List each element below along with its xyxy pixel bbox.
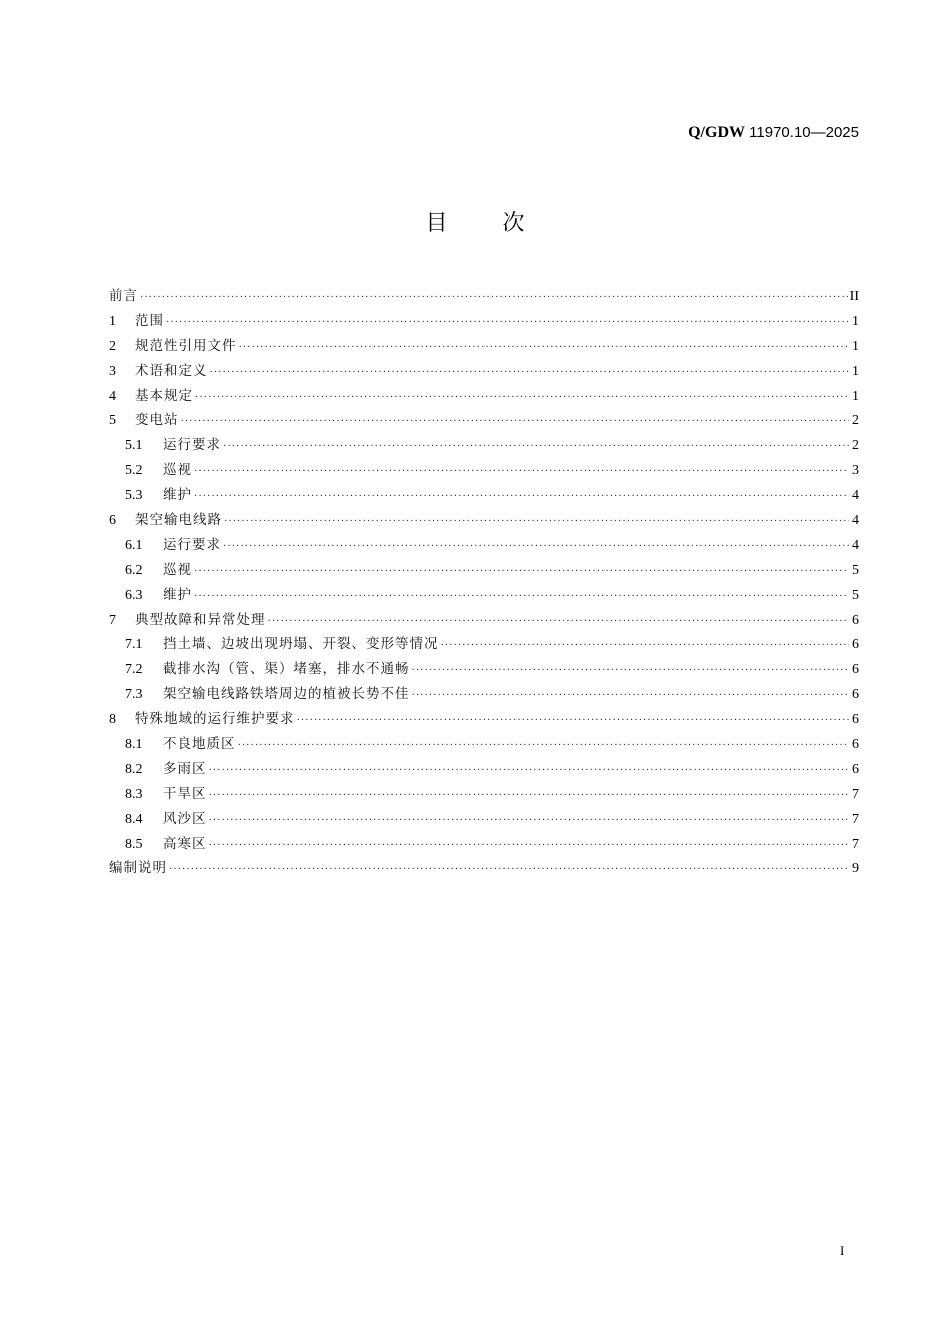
toc-entry-label: 范围 — [135, 312, 164, 329]
toc-entry-page: 6 — [852, 687, 859, 703]
toc-entry-number: 5.1 — [125, 438, 143, 454]
dot-leader — [194, 460, 849, 485]
toc-entry-number: 7.3 — [125, 687, 143, 703]
toc-entry-number: 8.1 — [125, 737, 143, 753]
toc-entry-page: 3 — [852, 463, 859, 479]
toc-entry-page: 7 — [852, 786, 859, 802]
title-char-2: 次 — [502, 211, 525, 236]
dot-leader — [412, 684, 850, 709]
toc-entry[interactable] — [109, 632, 859, 657]
toc-entry-label: 典型故障和异常处理 — [135, 611, 266, 628]
toc-entry-number: 6 — [109, 513, 116, 529]
dot-leader — [166, 311, 849, 336]
toc-entry-number: 8.2 — [125, 761, 143, 777]
dot-leader — [194, 485, 849, 510]
toc-entry-page: 7 — [852, 836, 859, 852]
toc-entry-page: 6 — [852, 612, 859, 628]
toc-entry[interactable] — [109, 533, 859, 558]
dot-leader — [441, 634, 850, 659]
toc-entry-page: II — [849, 289, 859, 304]
page-title — [0, 206, 950, 237]
toc-entry[interactable] — [109, 657, 859, 682]
toc-entry-number: 2 — [109, 338, 116, 354]
toc-entry-page: 5 — [852, 562, 859, 578]
dot-leader — [238, 734, 850, 759]
toc-entry-label: 术语和定义 — [135, 362, 208, 379]
toc-entry[interactable] — [109, 408, 859, 433]
title-char-1: 目 — [425, 211, 448, 236]
toc-entry-label: 特殊地域的运行维护要求 — [135, 711, 295, 728]
dot-leader — [224, 510, 849, 535]
toc-entry[interactable] — [109, 583, 859, 608]
toc-entry-page: 1 — [852, 338, 859, 354]
dot-leader — [195, 386, 849, 411]
toc-entry[interactable] — [109, 832, 859, 857]
dot-leader — [169, 858, 849, 883]
standard-prefix: Q/GDW — [688, 124, 745, 141]
toc-entry[interactable] — [109, 359, 859, 384]
standard-number: 11970.10—2025 — [749, 124, 859, 141]
toc-entry-page: 9 — [852, 861, 859, 877]
dot-leader — [297, 709, 850, 734]
toc-entry-label: 多雨区 — [163, 760, 207, 777]
toc-entry-number: 8.5 — [125, 836, 143, 852]
dot-leader — [209, 809, 850, 834]
toc-entry[interactable] — [109, 558, 859, 583]
toc-entry-page: 6 — [852, 761, 859, 777]
dot-leader — [194, 560, 849, 585]
toc-entry-label: 截排水沟（管、渠）堵塞，排水不通畅 — [163, 661, 410, 678]
toc-entry-number: 8 — [109, 712, 116, 728]
toc-entry-label: 风沙区 — [163, 810, 207, 827]
toc-entry[interactable] — [109, 782, 859, 807]
toc-entry-number: 4 — [109, 388, 116, 404]
toc-entry[interactable] — [109, 334, 859, 359]
toc-entry-number: 8.4 — [125, 811, 143, 827]
toc-entry-page: 2 — [852, 413, 859, 429]
toc-entry-page: 6 — [852, 662, 859, 678]
toc-entry-label: 运行要求 — [163, 437, 221, 454]
toc-entry-page: 6 — [852, 712, 859, 728]
toc-entry-page: 4 — [852, 488, 859, 504]
toc-entry-label: 巡视 — [163, 561, 192, 578]
toc-entry-number: 7.2 — [125, 662, 143, 678]
toc-entry[interactable] — [109, 757, 859, 782]
dot-leader — [209, 784, 850, 809]
toc-entry-page: 4 — [852, 537, 859, 553]
toc-entry[interactable] — [109, 508, 859, 533]
toc-entry[interactable] — [109, 856, 859, 881]
standard-id — [688, 124, 859, 142]
toc-entry-number: 6.1 — [125, 537, 143, 553]
dot-leader — [209, 759, 850, 784]
toc-entry-label: 架空输电线路铁塔周边的植被长势不佳 — [163, 686, 410, 703]
toc-entry[interactable] — [109, 732, 859, 757]
dot-leader — [140, 286, 848, 311]
toc-entry-label: 巡视 — [163, 462, 192, 479]
dot-leader — [239, 336, 850, 361]
dot-leader — [412, 659, 850, 684]
toc-entry-page: 1 — [852, 363, 859, 379]
dot-leader — [210, 361, 850, 386]
toc-entry-label: 高寒区 — [163, 835, 207, 852]
dot-leader — [194, 585, 849, 610]
toc-entry-number: 1 — [109, 313, 116, 329]
toc-entry-number: 6.2 — [125, 562, 143, 578]
toc-entry-page: 1 — [852, 313, 859, 329]
toc-entry-number: 5 — [109, 413, 116, 429]
toc-entry[interactable] — [109, 284, 859, 309]
toc-entry[interactable] — [109, 608, 859, 633]
toc-entry[interactable] — [109, 483, 859, 508]
toc-entry[interactable] — [109, 682, 859, 707]
table-of-contents — [109, 284, 859, 881]
toc-entry-label: 规范性引用文件 — [135, 337, 237, 354]
toc-entry-label: 前言 — [109, 288, 138, 304]
toc-entry-label: 基本规定 — [135, 387, 193, 404]
dot-leader — [209, 834, 850, 859]
dot-leader — [223, 535, 849, 560]
toc-entry-label: 变电站 — [135, 412, 179, 429]
dot-leader — [181, 410, 850, 435]
dot-leader — [268, 610, 850, 635]
toc-entry-number: 6.3 — [125, 587, 143, 603]
toc-entry-label: 不良地质区 — [163, 736, 236, 753]
toc-entry[interactable] — [109, 458, 859, 483]
toc-entry-label: 维护 — [163, 586, 192, 603]
toc-entry-label: 干旱区 — [163, 785, 207, 802]
toc-entry-number: 3 — [109, 363, 116, 379]
toc-entry[interactable] — [109, 433, 859, 458]
toc-entry-label: 编制说明 — [109, 860, 167, 877]
toc-entry-page: 6 — [852, 637, 859, 653]
toc-entry[interactable] — [109, 384, 859, 409]
toc-entry-page: 7 — [852, 811, 859, 827]
page-number: I — [840, 1243, 845, 1258]
toc-entry[interactable] — [109, 807, 859, 832]
toc-entry-label: 架空输电线路 — [135, 512, 222, 529]
toc-entry-page: 4 — [852, 513, 859, 529]
toc-entry[interactable] — [109, 309, 859, 334]
toc-entry-number: 8.3 — [125, 786, 143, 802]
toc-entry-number: 5.3 — [125, 488, 143, 504]
toc-entry-number: 7 — [109, 612, 116, 628]
toc-entry-number: 5.2 — [125, 463, 143, 479]
dot-leader — [223, 435, 849, 460]
toc-entry-page: 6 — [852, 737, 859, 753]
toc-entry-page: 2 — [852, 438, 859, 454]
toc-entry-label: 挡土墙、边坡出现坍塌、开裂、变形等情况 — [163, 636, 439, 653]
toc-entry-page: 5 — [852, 587, 859, 603]
toc-entry-page: 1 — [852, 388, 859, 404]
toc-entry[interactable] — [109, 707, 859, 732]
toc-entry-number: 7.1 — [125, 637, 143, 653]
toc-entry-label: 运行要求 — [163, 536, 221, 553]
toc-entry-label: 维护 — [163, 487, 192, 504]
